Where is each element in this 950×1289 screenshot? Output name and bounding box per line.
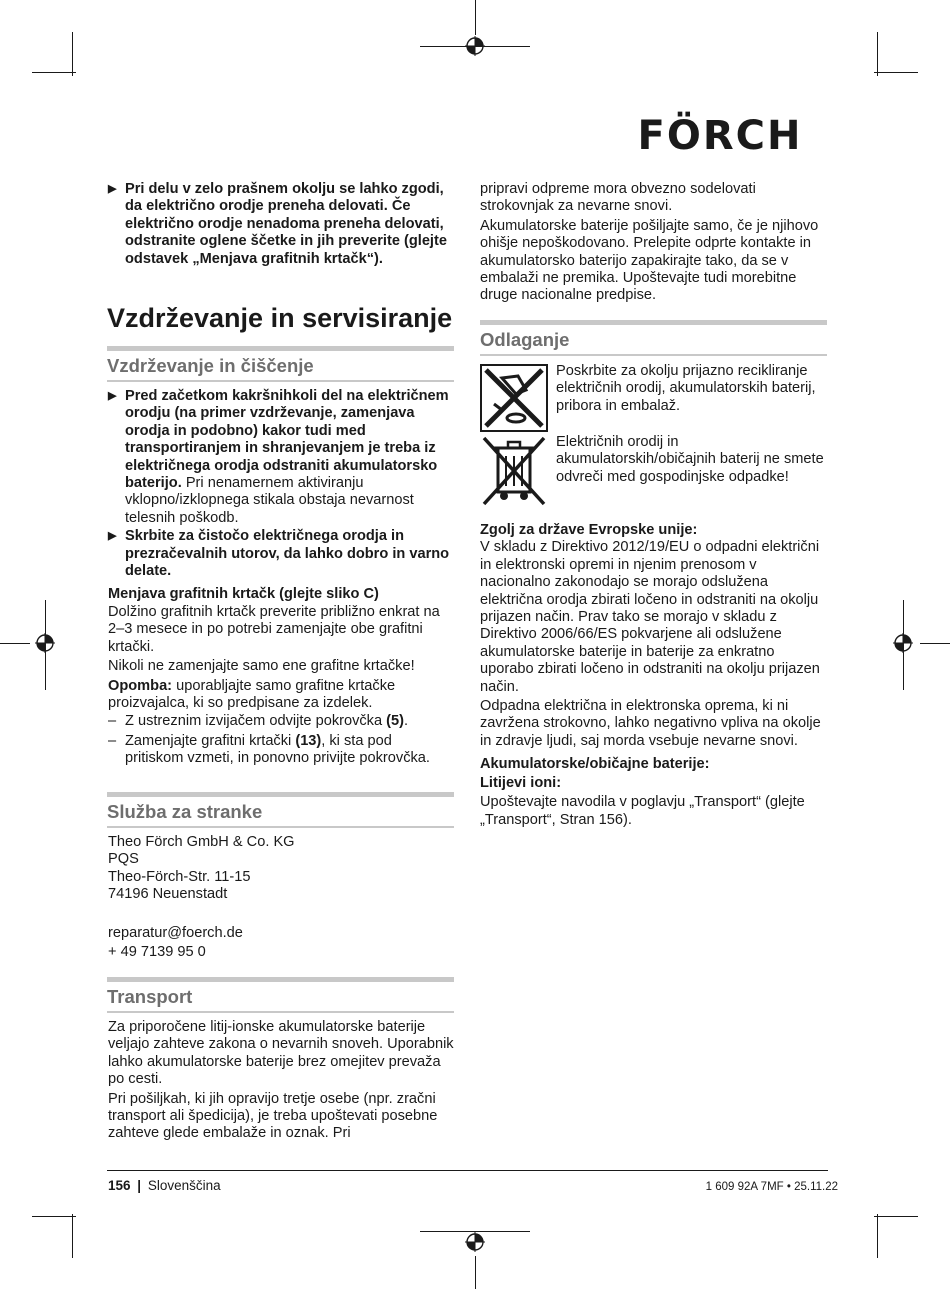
crop-mark bbox=[920, 643, 950, 644]
disposal-body bbox=[480, 522, 828, 829]
recycle-text: Poskrbite za okolju prijazno recikliranje električnih orodij, akumulatorskih baterij, pribora in embalaž. bbox=[556, 363, 816, 414]
maintenance-bullet-1: ▶ Pred začetkom kakršnihkoli del na električnem orodju (na primer vzdrževanje, zamenjava orodja in podobno) kakor tudi med transportiranjem in shranjevanjem je treba iz električnega orodja odstraniti akumulatorsko baterijo. Pri nenamernem aktiviranju vklopno/izklopnega stikala obstaja nevarnost telesnih poškodb. bbox=[108, 388, 449, 526]
crossed-bin-icon bbox=[480, 434, 548, 506]
section-maintenance-title: Vzdrževanje in čiščenje bbox=[107, 346, 454, 382]
logo-text: FÖRCH bbox=[637, 113, 803, 156]
registration-mark-icon bbox=[893, 633, 913, 653]
crop-mark bbox=[874, 1216, 918, 1217]
footer-separator: | bbox=[137, 1178, 142, 1193]
left-column bbox=[108, 181, 454, 268]
section-service-title: Služba za stranke bbox=[107, 792, 454, 828]
address-line: Theo-Förch-Str. 11-15 bbox=[108, 868, 251, 885]
service-phone: + 49 7139 95 0 bbox=[108, 944, 206, 961]
triangle-bullet-icon: ▶ bbox=[108, 530, 117, 543]
footer-language: Slovenščina bbox=[147, 1178, 221, 1193]
service-body bbox=[108, 834, 454, 961]
section-disposal-title: Odlaganje bbox=[480, 320, 827, 356]
right-column-top bbox=[480, 181, 828, 305]
address-line: Theo Förch GmbH & Co. KG bbox=[108, 834, 295, 850]
transport-continued-2: Akumulatorske baterije pošiljajte samo, če je njihovo ohišje nepoškodovano. Prelepite odprte kontakte in akumulatorsko baterijo zapakirajte tako, da se v embalaži ne premika. Upoštevajte tudi morebitne druge nacionalne predpise. bbox=[480, 217, 819, 304]
address-line: PQS bbox=[108, 851, 139, 868]
crop-mark bbox=[877, 1214, 878, 1258]
liion-heading: Litijevi ioni: bbox=[480, 774, 562, 791]
registration-mark-icon bbox=[465, 36, 485, 56]
crop-mark bbox=[475, 0, 476, 35]
eu-paragraph-1: V skladu z Direktivo 2012/19/EU o odpadni električni in elektronski opremi in njenim prenosom v nacionalno zakonodajo se morajo odslužena električna orodja zbirati ločeno in odstraniti na okolju prijazen način. Prav tako se morajo v skladu z Direktivo 2006/66/ES pokvarjene ali odslužene akumulatorske baterije in baterije za enkratno uporabo zbirati ločeno in odstraniti na okolju prijazen način. bbox=[480, 539, 820, 695]
eu-paragraph-2: Odpadna električna in elektronska oprema, ki ni zavržena strokovno, lahko negativno vpliva na okolje in zdravje ljudi, saj morda vsebuje nevarne snovi. bbox=[480, 698, 821, 749]
crop-mark bbox=[32, 72, 76, 73]
maintenance-body bbox=[108, 388, 454, 768]
brush-paragraph-2: Nikoli ne zamenjajte samo ene grafitne krtačke! bbox=[108, 658, 415, 675]
crop-mark bbox=[72, 1214, 73, 1258]
footer-rule bbox=[107, 1170, 828, 1171]
transport-paragraph-2: Pri pošiljkah, ki jih opravijo tretje osebe (npr. zračni transport ali špedicija), je treba upoštevati posebne zahteve glede embalaže in oznak. Pri bbox=[108, 1090, 438, 1142]
transport-paragraph-1: Za priporočene litij-ionske akumulatorske baterije veljajo zahteve zakona o nevarnih snoveh. Uporabnik lahko akumulatorske baterije brez omejitev prevaža po cesti. bbox=[108, 1019, 454, 1088]
brush-step-2: – Zamenjajte grafitni krtački (13), ki sta pod pritiskom vzmeti, in ponovno privijte pokrovčka. bbox=[108, 732, 430, 767]
brush-heading: Menjava grafitnih krtačk (glejte sliko C) bbox=[108, 586, 379, 603]
main-title: Vzdrževanje in servisiranje bbox=[107, 303, 453, 333]
crop-mark bbox=[877, 32, 878, 76]
transport-body bbox=[108, 1019, 454, 1143]
brush-paragraph-1: Dolžino grafitnih krtačk preverite približno enkrat na 2–3 mesece in po potrebi zamenjajte obe grafitni krtački. bbox=[108, 603, 440, 655]
registration-mark-icon bbox=[465, 1232, 485, 1252]
eu-heading: Zgolj za države Evropske unije: bbox=[480, 522, 698, 538]
bin-text: Električnih orodij in akumulatorskih/običajnih baterij ne smete odvreči med gospodinjske odpadke! bbox=[556, 434, 824, 485]
brush-note: Opomba: uporabljajte samo grafitne krtačke proizvajalca, ki so predpisane za izdelek. bbox=[108, 677, 396, 711]
crop-mark bbox=[475, 1256, 476, 1289]
service-email[interactable]: reparatur@foerch.de bbox=[108, 924, 243, 941]
page-number: 156 bbox=[108, 1178, 131, 1193]
crop-mark bbox=[72, 32, 73, 76]
address-line: 74196 Neuenstadt bbox=[108, 886, 228, 903]
forch-logo bbox=[612, 106, 828, 156]
maintenance-bullet-2: ▶ Skrbite za čistočo električnega orodja in prezračevalnih utorov, da lahko dobro in varno delate. bbox=[108, 528, 450, 580]
recycle-tool-icon bbox=[480, 364, 548, 432]
crop-mark bbox=[32, 1216, 76, 1217]
section-transport-title: Transport bbox=[107, 977, 454, 1013]
triangle-bullet-icon: ▶ bbox=[108, 183, 117, 195]
registration-mark-icon bbox=[35, 633, 55, 653]
crop-mark bbox=[0, 643, 30, 644]
intro-bullet: ▶ Pri delu v zelo prašnem okolju se lahko zgodi, da električno orodje preneha delovati. Če električno orodje nenadoma preneha delovati, odstranite oglene ščetke in jih preverite (glejte odstavek „Menjava grafitnih krtačk“). bbox=[108, 181, 447, 267]
battery-heading: Akumulatorske/običajne baterije: bbox=[480, 756, 710, 773]
footer-left bbox=[108, 1178, 221, 1194]
crop-mark bbox=[874, 72, 918, 73]
doc-code: 1 609 92A 7MF • 25.11.22 bbox=[705, 1181, 838, 1193]
triangle-bullet-icon: ▶ bbox=[108, 390, 117, 402]
liion-text: Upoštevajte navodila v poglavju „Transport“ (glejte „Transport“, Stran 156). bbox=[480, 794, 805, 828]
brush-step-1: – Z ustreznim izvijačem odvijte pokrovčka (5). bbox=[108, 713, 409, 730]
transport-continued-1: pripravi odpreme mora obvezno sodelovati strokovnjak za nevarne snovi. bbox=[480, 181, 756, 215]
